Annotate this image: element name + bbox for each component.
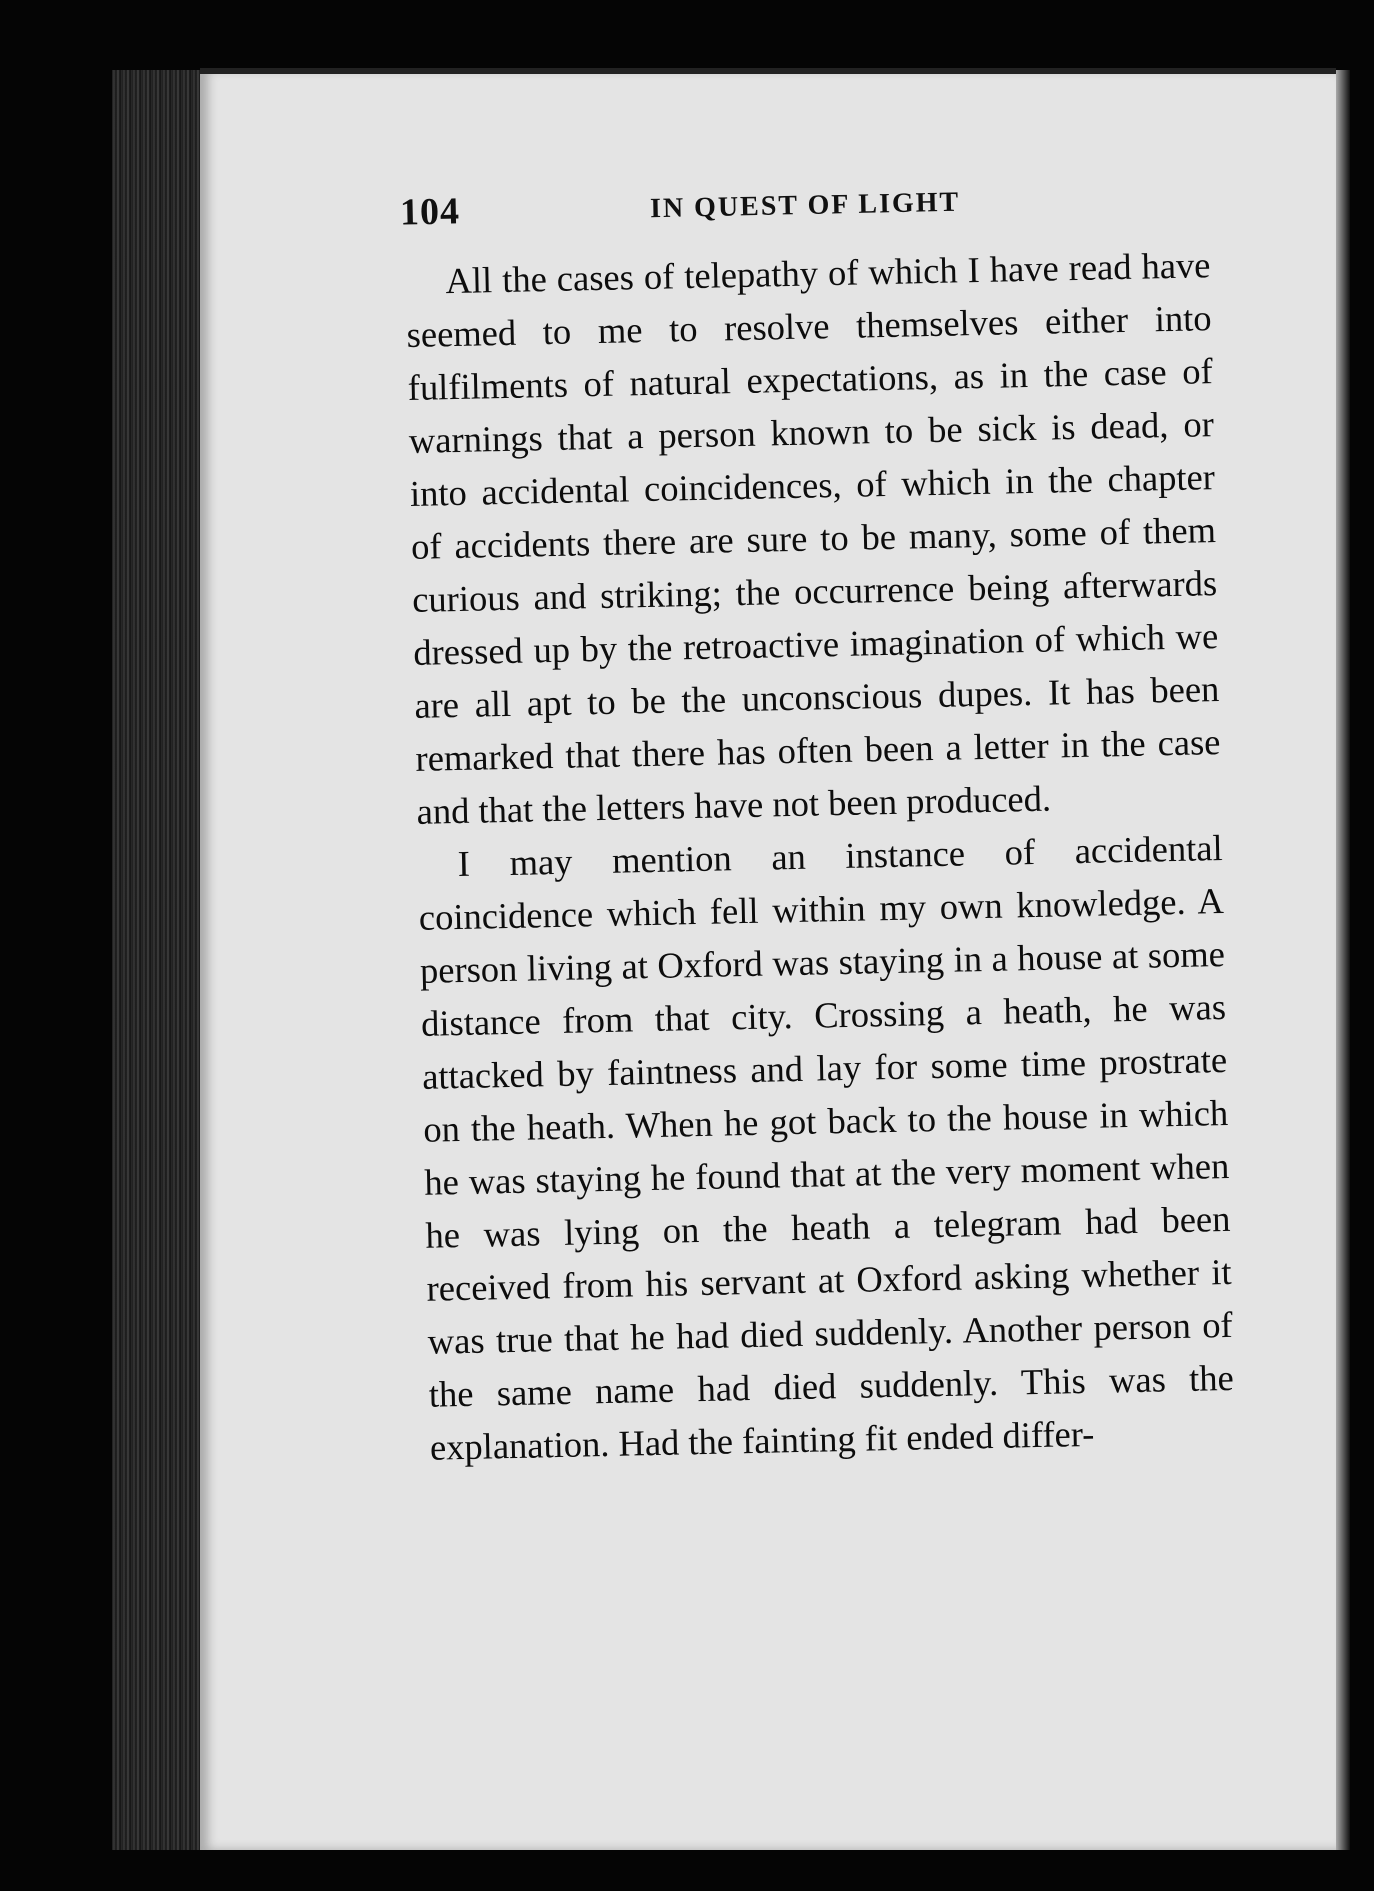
page-right-edge (1336, 70, 1350, 1850)
paragraph: I may mention an instance of accidental coincidence which fell within my own knowledge. A person living at Oxford was staying in a house at some distance from that city. Crossing a heath, he was attacked by faintness and lay for some time prostrate on the heath. When he got back to the house in which he was staying he found that at the very moment when he was lying on the heath a telegram had been received from his servant at Oxford asking whether it was true that he had died suddenly. Another person of the same name had died suddenly. This was the explanation. Had the fainting fit ended differ- (418, 827, 1235, 1468)
body-text (405, 238, 1235, 1474)
book-page-stack (112, 70, 204, 1850)
book-title: IN QUEST OF LIGHT (649, 186, 961, 225)
page-top-edge (200, 68, 1336, 74)
page-number: 104 (399, 190, 461, 234)
paragraph: All the cases of telepathy of which I have read have seemed to me to resolve themselves either into fulfilments of natural expectations, as in the case of warnings that a person known to be sick is dead, or into accidental coincidences, of which in the chapter of accidents there are sure to be many, some of them curious and striking; the occurrence being afterwards dressed up by the retroactive imagination of which we are all apt to be the unconscious dupes. It has been remarked that there has often been a letter in the case and that the letters have not been produced. (406, 244, 1221, 832)
